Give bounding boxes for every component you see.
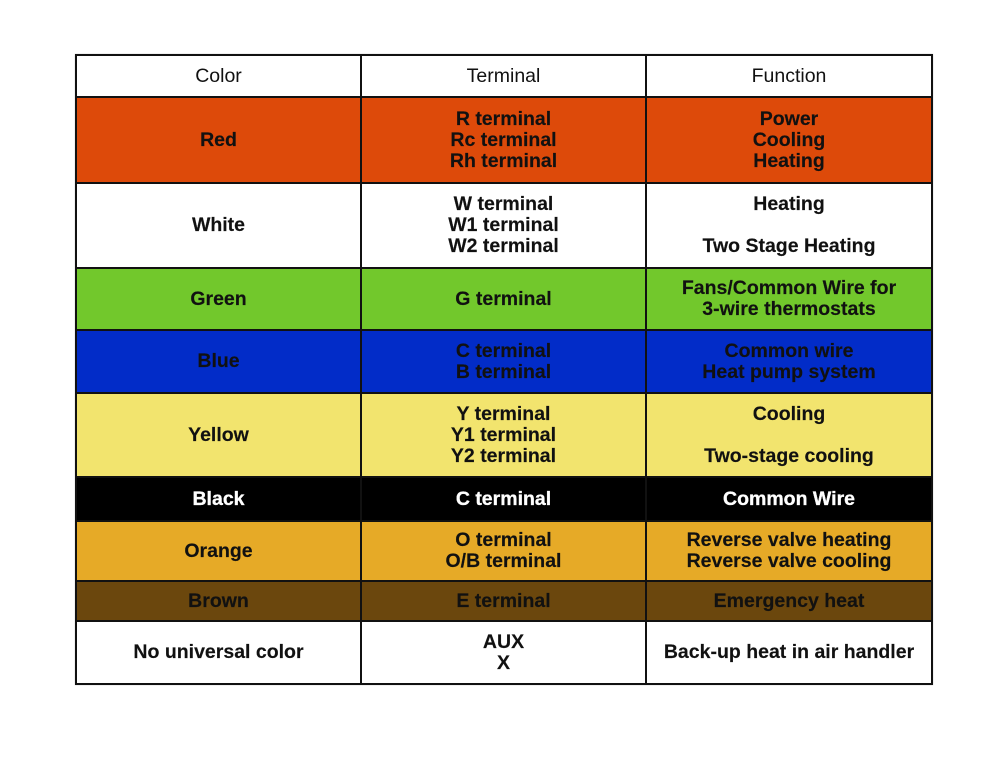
thermostat-wire-color-table	[75, 54, 933, 685]
terminal-cell	[361, 621, 646, 684]
terminal-cell	[361, 268, 646, 330]
terminal-line: G terminal	[455, 287, 552, 310]
table-row-green	[76, 268, 932, 330]
function-line: Power	[759, 107, 819, 130]
terminal-line: Y2 terminal	[450, 444, 557, 467]
function-line: Fans/Common Wire for	[681, 277, 897, 299]
color-cell	[76, 183, 361, 268]
function-cell	[646, 330, 932, 393]
terminal-line: Y terminal	[456, 402, 551, 425]
color-label: Black	[192, 487, 245, 510]
function-cell	[646, 97, 932, 183]
color-cell	[76, 268, 361, 330]
terminal-cell	[361, 393, 646, 477]
terminal-cell	[361, 330, 646, 393]
terminal-cell	[361, 183, 646, 268]
function-line: Reverse valve heating	[686, 529, 892, 551]
table-row-red	[76, 97, 932, 183]
function-line: Two Stage Heating	[702, 235, 876, 257]
color-label: Yellow	[188, 423, 249, 446]
function-spacer	[653, 425, 925, 446]
function-cell	[646, 581, 932, 621]
function-line: Cooling	[752, 402, 826, 425]
terminal-line: X	[496, 651, 510, 674]
table-body	[76, 97, 932, 684]
function-line: Common wire	[724, 339, 854, 362]
color-cell	[76, 621, 361, 684]
terminal-cell	[361, 521, 646, 581]
table-row-no-universal-color	[76, 621, 932, 684]
terminal-line: Rh terminal	[449, 149, 558, 172]
terminal-line: E terminal	[456, 589, 551, 612]
header-row	[76, 55, 932, 97]
terminal-cell	[361, 97, 646, 183]
color-cell	[76, 521, 361, 581]
color-cell	[76, 581, 361, 621]
color-label: Orange	[184, 539, 253, 562]
function-line: Back-up heat in air handler	[663, 641, 915, 663]
function-line: Two-stage cooling	[704, 444, 874, 467]
table-row-brown	[76, 581, 932, 621]
function-cell	[646, 393, 932, 477]
terminal-line: O terminal	[455, 529, 552, 551]
function-line: 3-wire thermostats	[702, 298, 876, 320]
color-label: No universal color	[133, 641, 304, 663]
color-cell	[76, 330, 361, 393]
terminal-line: R terminal	[455, 107, 552, 130]
header-color: Color	[76, 55, 361, 97]
function-line: Common Wire	[723, 487, 855, 510]
terminal-line: W2 terminal	[448, 235, 559, 257]
function-line: Heating	[753, 193, 825, 215]
header-function: Function	[646, 55, 932, 97]
color-label: White	[191, 214, 246, 236]
terminal-line: W terminal	[453, 193, 554, 215]
color-label: Blue	[197, 350, 240, 372]
function-cell	[646, 477, 932, 521]
table-row-blue	[76, 330, 932, 393]
function-cell	[646, 268, 932, 330]
function-line: Emergency heat	[713, 589, 865, 612]
function-line: Reverse valve cooling	[686, 550, 892, 572]
color-label: Red	[200, 128, 237, 151]
color-cell	[76, 97, 361, 183]
terminal-line: W1 terminal	[448, 214, 559, 236]
terminal-line: C terminal	[455, 487, 552, 510]
function-cell	[646, 621, 932, 684]
function-cell	[646, 183, 932, 268]
color-cell	[76, 393, 361, 477]
table-row-black	[76, 477, 932, 521]
function-line: Cooling	[752, 128, 826, 151]
terminal-cell	[361, 477, 646, 521]
function-line: Heat pump system	[702, 360, 876, 383]
terminal-line: AUX	[482, 630, 525, 653]
table-row-orange	[76, 521, 932, 581]
function-line: Heating	[753, 149, 825, 172]
function-cell	[646, 521, 932, 581]
terminal-line: O/B terminal	[445, 550, 562, 572]
color-label: Brown	[188, 589, 249, 612]
terminal-cell	[361, 581, 646, 621]
header-terminal: Terminal	[361, 55, 646, 97]
color-cell	[76, 477, 361, 521]
terminal-line: C terminal	[455, 339, 552, 362]
color-label: Green	[190, 287, 247, 310]
table-row-white	[76, 183, 932, 268]
function-spacer	[653, 215, 925, 236]
terminal-line: Rc terminal	[450, 128, 557, 151]
terminal-line: B terminal	[455, 360, 552, 383]
table-row-yellow	[76, 393, 932, 477]
terminal-line: Y1 terminal	[450, 423, 557, 446]
